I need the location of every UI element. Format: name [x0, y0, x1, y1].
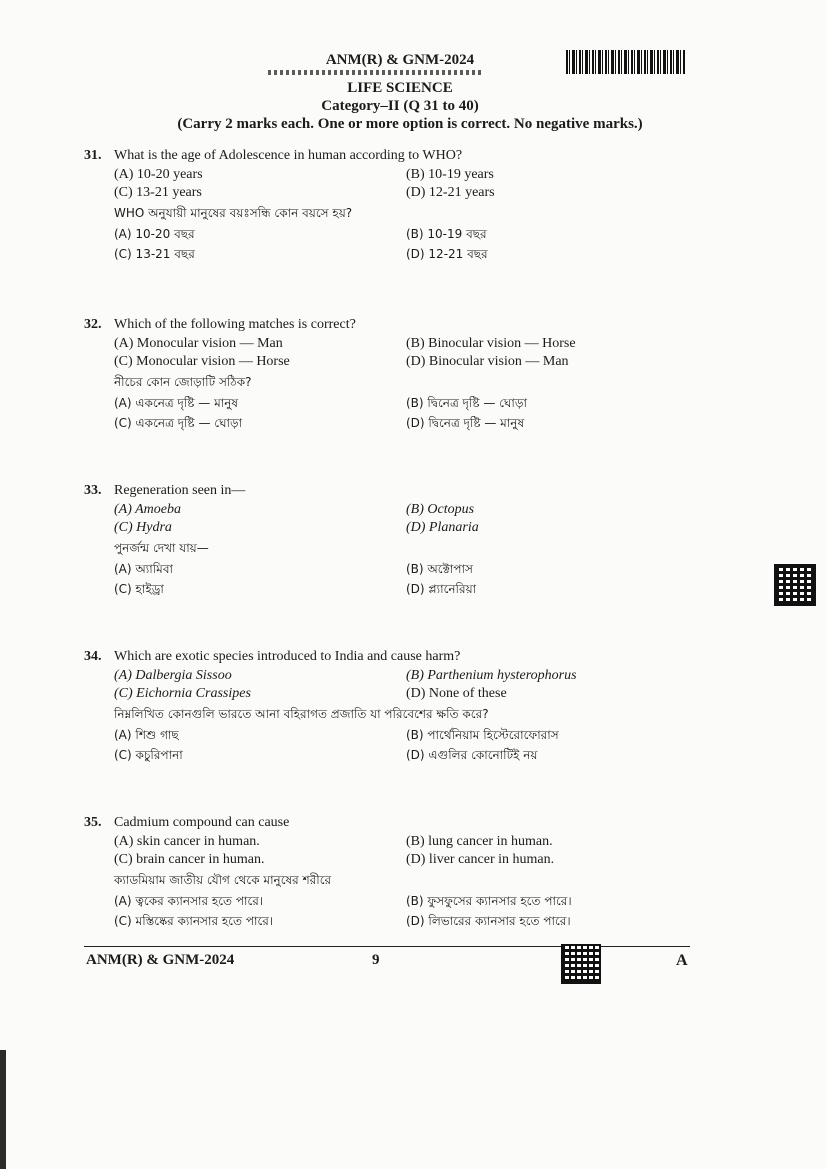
exam-title: ANM(R) & GNM-2024	[325, 52, 475, 68]
question-number: 34.	[84, 649, 102, 664]
question-text: Cadmium compound can cause	[114, 815, 290, 830]
option-c: (C) 13-21 years	[114, 185, 202, 200]
option-b: (B) Parthenium hysterophorus	[406, 668, 577, 683]
option-c-bengali: (C) হাইড্রা	[114, 582, 164, 596]
question-33	[84, 481, 724, 599]
question-text: Which of the following matches is correct?	[114, 317, 356, 332]
question-35	[84, 813, 724, 931]
instruction-text: (Carry 2 marks each. One or more option is correct. No negative marks.)	[177, 116, 643, 132]
question-number: 35.	[84, 815, 102, 830]
question-text-bengali: নিম্নলিখিত কোনগুলি ভারতে আনা বহিরাগত প্রজাতি যা পরিবেশের ক্ষতি করে?	[114, 707, 489, 721]
scan-edge-mark	[0, 1050, 6, 1169]
option-d: (D) Binocular vision — Man	[406, 354, 569, 369]
question-text-bengali: WHO অনুযায়ী মানুষের বয়ঃসন্ধি কোন বয়সে হয়?	[114, 206, 353, 220]
option-c-bengali: (C) একনেত্র দৃষ্টি — ঘোড়া	[114, 416, 243, 430]
barcode	[566, 50, 686, 74]
question-31	[84, 146, 724, 264]
option-b: (B) Binocular vision — Horse	[406, 336, 576, 351]
option-a-bengali: (A) 10-20 বছর	[114, 227, 195, 241]
option-c-bengali: (C) কচুরিপানা	[114, 748, 183, 762]
option-c-bengali: (C) 13-21 বছর	[114, 247, 195, 261]
question-text-bengali: ক্যাডমিয়াম জাতীয় যৌগ থেকে মানুষের শরীরে	[114, 873, 332, 887]
option-d: (D) None of these	[406, 686, 507, 701]
question-32	[84, 315, 724, 433]
option-b-bengali: (B) দ্বিনেত্র দৃষ্টি — ঘোড়া	[406, 396, 527, 410]
footer-divider	[84, 946, 690, 947]
option-d: (D) 12-21 years	[406, 185, 495, 200]
footer-exam: ANM(R) & GNM-2024	[86, 952, 235, 968]
question-number: 33.	[84, 483, 102, 498]
option-d-bengali: (D) এগুলির কোনোটিই নয়	[406, 748, 538, 762]
option-d-bengali: (D) দ্বিনেত্র দৃষ্টি — মানুষ	[406, 416, 525, 430]
category-title: Category–II (Q 31 to 40)	[321, 98, 479, 114]
question-34	[84, 647, 724, 765]
option-a-bengali: (A) ত্বকের ক্যানসার হতে পারে।	[114, 894, 264, 908]
option-a-bengali: (A) শিশু গাছ	[114, 728, 179, 742]
option-c: (C) Eichornia Crassipes	[114, 686, 251, 701]
option-c-bengali: (C) মস্তিষ্কের ক্যানসার হতে পারে।	[114, 914, 274, 928]
option-b: (B) Octopus	[406, 502, 475, 517]
option-a: (A) 10-20 years	[114, 167, 203, 182]
question-number: 31.	[84, 148, 102, 163]
option-b-bengali: (B) ফুসফুসের ক্যানসার হতে পারে।	[406, 894, 572, 908]
option-a-bengali: (A) একনেত্র দৃষ্টি — মানুষ	[114, 396, 239, 410]
option-a: (A) Dalbergia Sissoo	[114, 668, 232, 683]
option-c: (C) Hydra	[114, 520, 172, 535]
option-d-bengali: (D) লিভারের ক্যানসার হতে পারে।	[406, 914, 571, 928]
option-b-bengali: (B) অক্টোপাস	[406, 562, 473, 576]
option-d-bengali: (D) প্ল্যানেরিয়া	[406, 582, 477, 596]
option-a: (A) Monocular vision — Man	[114, 336, 283, 351]
question-text: Regeneration seen in—	[114, 483, 246, 498]
question-text-bengali: পুনর্জন্ম দেখা যায়—	[114, 541, 209, 555]
option-b: (B) lung cancer in human.	[406, 834, 553, 849]
option-b-bengali: (B) পার্থেনিয়াম হিস্টেরোফোরাস	[406, 728, 559, 742]
question-number: 32.	[84, 317, 102, 332]
footer-qr-code-icon	[563, 946, 599, 982]
qr-code-icon	[776, 566, 814, 604]
option-c: (C) Monocular vision — Horse	[114, 354, 290, 369]
option-b-bengali: (B) 10-19 বছর	[406, 227, 487, 241]
question-text: What is the age of Adolescence in human according to WHO?	[114, 148, 463, 163]
option-b: (B) 10-19 years	[406, 167, 494, 182]
set-code: A	[676, 952, 688, 969]
option-a-bengali: (A) অ্যামিবা	[114, 562, 173, 576]
option-a: (A) Amoeba	[114, 502, 181, 517]
option-d: (D) Planaria	[406, 520, 479, 535]
question-text: Which are exotic species introduced to India and cause harm?	[114, 649, 461, 664]
question-text-bengali: নীচের কোন জোড়াটি সঠিক?	[114, 375, 252, 389]
option-d-bengali: (D) 12-21 বছর	[406, 247, 488, 261]
option-d: (D) liver cancer in human.	[406, 852, 555, 867]
subject-title: LIFE SCIENCE	[347, 80, 453, 96]
star-divider	[268, 70, 483, 75]
option-c: (C) brain cancer in human.	[114, 852, 265, 867]
page-number: 9	[372, 952, 380, 968]
option-a: (A) skin cancer in human.	[114, 834, 260, 849]
